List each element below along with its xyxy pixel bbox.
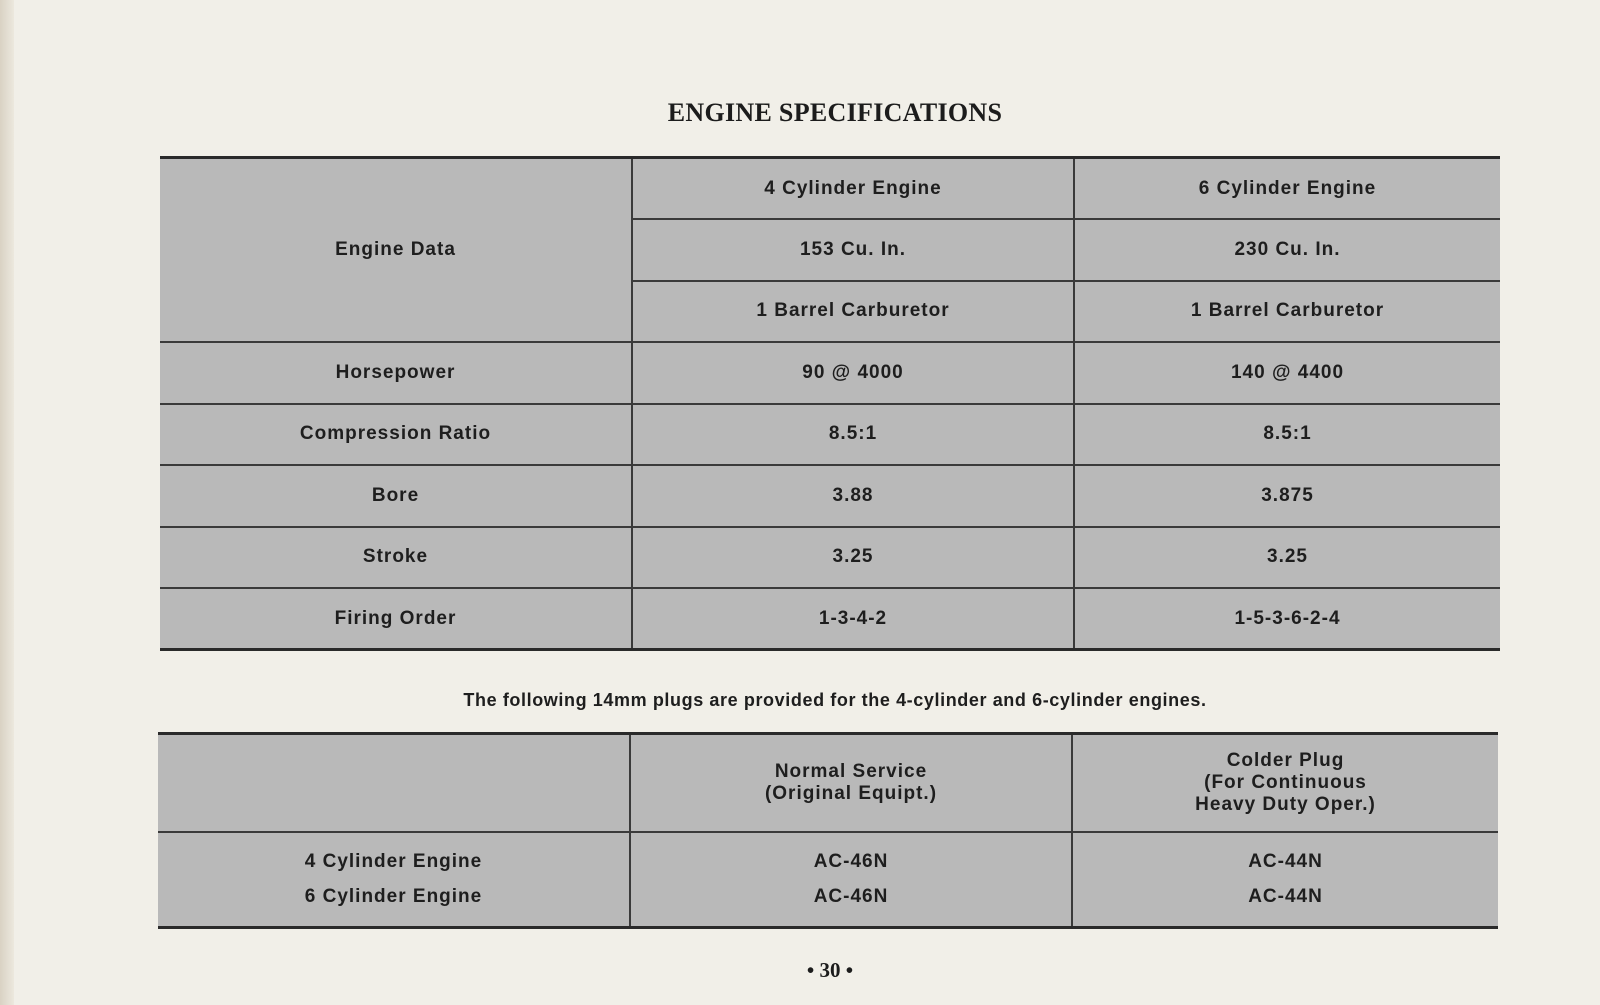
plug-value: AC-46N: [813, 886, 889, 908]
engine-label: 6 Cylinder Engine: [304, 886, 483, 908]
plug-value: AC-46N: [813, 851, 889, 873]
header-cell-6-cylinder: 6 Cylinder Engine: [1074, 158, 1500, 220]
table-row: [160, 158, 1500, 220]
table-row: [160, 527, 1500, 589]
value-6-cylinder: 1-5-3-6-2-4: [1074, 588, 1500, 650]
engine-label: 4 Cylinder Engine: [304, 851, 483, 873]
displacement-6-cylinder: 230 Cu. In.: [1074, 219, 1500, 281]
normal-service-header: [630, 734, 1072, 832]
table-row: [158, 734, 1498, 832]
row-label: Horsepower: [160, 342, 632, 404]
table-row: [160, 465, 1500, 527]
row-label: Stroke: [160, 527, 632, 589]
value-4-cylinder: 8.5:1: [632, 404, 1074, 466]
displacement-4-cylinder: 153 Cu. In.: [632, 219, 1074, 281]
value-6-cylinder: 3.875: [1074, 465, 1500, 527]
empty-header-cell: [158, 734, 630, 832]
header-line: (Original Equipt.): [764, 782, 938, 804]
engine-labels: [158, 832, 630, 928]
carburetor-4-cylinder: 1 Barrel Carburetor: [632, 281, 1074, 343]
plug-value: AC-44N: [1248, 886, 1323, 908]
value-4-cylinder: 3.25: [632, 527, 1074, 589]
table-row: [160, 342, 1500, 404]
header-line: Colder Plug: [1226, 749, 1345, 771]
engine-data-label: Engine Data: [160, 158, 632, 343]
table-row: [160, 588, 1500, 650]
header-line: (For Continuous: [1204, 771, 1367, 793]
value-4-cylinder: 90 @ 4000: [632, 342, 1074, 404]
plug-value: AC-44N: [1248, 851, 1323, 873]
engine-specifications-table: [160, 156, 1500, 651]
spark-plug-note: The following 14mm plugs are provided for the 4-cylinder and 6-cylinder engines.: [463, 690, 1207, 710]
value-6-cylinder: 3.25: [1074, 527, 1500, 589]
page-number: • 30 •: [806, 958, 854, 982]
page-binding-edge: [0, 0, 14, 1005]
carburetor-6-cylinder: 1 Barrel Carburetor: [1074, 281, 1500, 343]
header-line: Normal Service: [774, 760, 928, 782]
value-4-cylinder: 3.88: [632, 465, 1074, 527]
row-label: Firing Order: [160, 588, 632, 650]
colder-plug-values: [1072, 832, 1498, 928]
header-cell-4-cylinder: 4 Cylinder Engine: [632, 158, 1074, 220]
value-6-cylinder: 140 @ 4400: [1074, 342, 1500, 404]
header-line: Heavy Duty Oper.): [1195, 793, 1376, 815]
colder-plug-header: [1072, 734, 1498, 832]
table-row: [158, 832, 1498, 928]
row-label: Compression Ratio: [160, 404, 632, 466]
page-title: ENGINE SPECIFICATIONS: [667, 98, 1003, 127]
spark-plug-table: [158, 732, 1498, 929]
value-6-cylinder: 8.5:1: [1074, 404, 1500, 466]
table-row: [160, 404, 1500, 466]
value-4-cylinder: 1-3-4-2: [632, 588, 1074, 650]
normal-service-values: [630, 832, 1072, 928]
row-label: Bore: [160, 465, 632, 527]
